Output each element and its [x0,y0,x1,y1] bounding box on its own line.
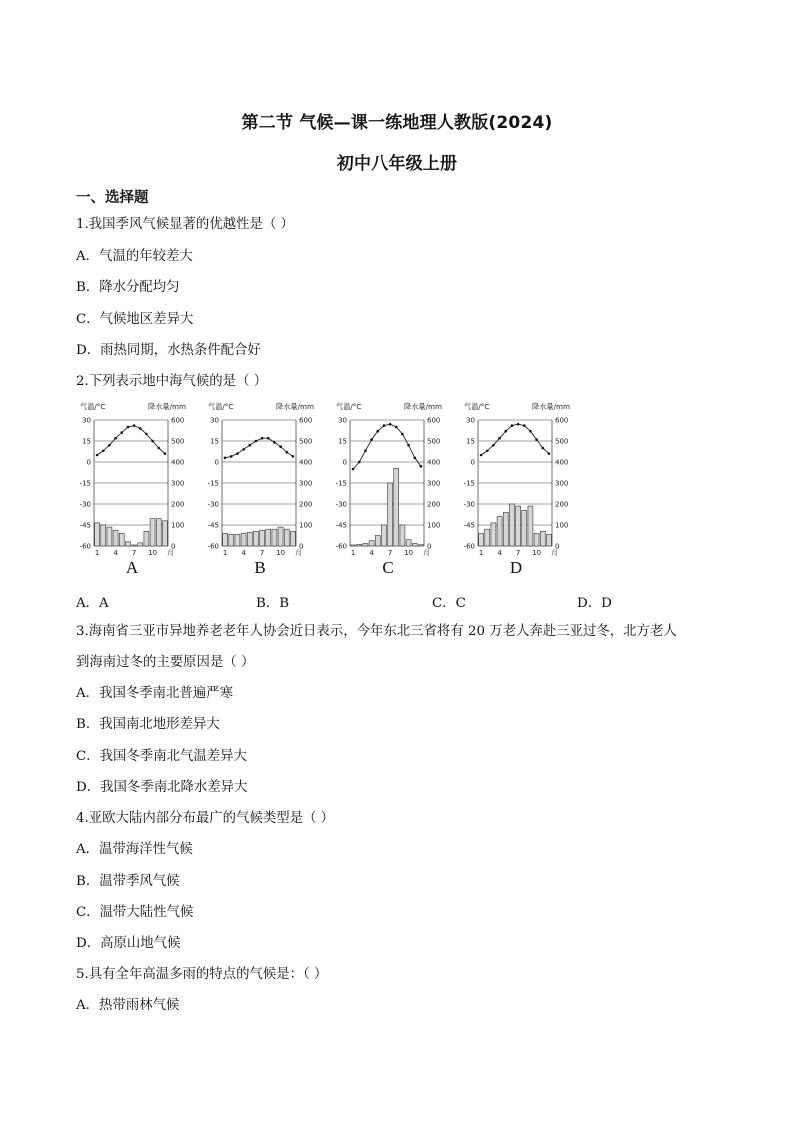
precipitation-bar [162,521,167,546]
temperature-axis-label: 气温/°C [336,402,362,411]
precipitation-tick-label: 600 [427,416,441,425]
temperature-axis-label: 气温/°C [464,402,490,411]
precipitation-tick-label: 500 [299,437,313,446]
temperature-point [279,445,282,448]
precipitation-tick-label: 100 [427,521,441,530]
temperature-point [261,437,264,440]
climate-chart-d [462,398,582,580]
question-3-option-b[interactable]: B．我国南北地形差异大 [76,717,220,732]
temperature-point [127,426,130,429]
question-1-option-a[interactable]: A．气温的年较差大 [76,249,193,264]
climate-chart-svg [334,398,444,558]
month-tick-label: 7 [387,549,393,557]
precipitation-tick-label: 300 [171,479,185,488]
precipitation-bar [351,545,356,546]
precipitation-bar [412,543,417,546]
temperature-tick-label: -60 [207,542,219,551]
section-heading: 一、选择题 [76,190,149,206]
precipitation-bar [223,533,228,546]
question-3-option-d[interactable]: D．我国冬季南北降水差异大 [76,780,248,795]
precipitation-tick-label: 0 [171,542,176,551]
question-1-option-b[interactable]: B．降水分配均匀 [76,280,180,295]
precipitation-bar [253,531,258,546]
precipitation-bar [266,529,271,546]
temperature-point [139,427,142,430]
question-3-stem-line-2: 到海南过冬的主要原因是（ ） [76,655,255,670]
temperature-point [292,455,295,458]
document-subtitle: 初中八年级上册 [336,154,458,174]
temperature-tick-label: 30 [338,416,347,425]
temperature-tick-label: -15 [335,479,347,488]
temperature-tick-label: 30 [466,416,475,425]
question-1-stem: 1.我国季风气候显著的优越性是（ ） [76,217,294,232]
precipitation-tick-label: 200 [171,500,185,509]
question-1-option-c[interactable]: C．气候地区差异大 [76,312,194,327]
precipitation-bar [503,512,508,546]
climate-chart-b [206,398,326,580]
precipitation-bar [418,545,423,546]
temperature-point [230,455,233,458]
temperature-tick-label: 15 [210,437,219,446]
temperature-point [389,423,392,426]
temperature-tick-label: -30 [207,500,219,509]
temperature-tick-label: -60 [335,542,347,551]
precipitation-bar [491,523,496,546]
temperature-tick-label: 30 [210,416,219,425]
temperature-tick-label: -15 [79,479,91,488]
question-2-option-c[interactable]: C．C [432,596,466,611]
precipitation-bar [522,510,527,546]
question-4-option-a[interactable]: A．温带海洋性气候 [76,842,193,857]
temperature-axis-label: 气温/°C [208,402,234,411]
question-2-option-d[interactable]: D．D [577,596,612,611]
month-tick-label: 10 [532,549,542,557]
precipitation-bar [113,530,118,546]
precipitation-tick-label: 0 [555,542,560,551]
temperature-point [517,423,520,426]
question-4-stem: 4.亚欧大陆内部分布最广的气候类型是（ ） [76,811,335,826]
temperature-point [413,457,416,460]
precipitation-axis-label: 降水量/mm [148,402,186,411]
question-2-option-a[interactable]: A．A [76,596,109,611]
chart-letter-c: C [382,558,394,577]
temperature-point [255,440,258,443]
precipitation-bar [381,525,386,546]
temperature-point [157,447,160,450]
precipitation-bar [95,523,100,546]
temperature-point [407,444,410,447]
temperature-tick-label: -45 [463,521,475,530]
temperature-line [481,424,549,455]
question-4-option-d[interactable]: D．高原山地气候 [76,936,181,951]
precipitation-tick-label: 500 [171,437,185,446]
temperature-tick-label: -45 [335,521,347,530]
precipitation-axis-label: 降水量/mm [532,402,570,411]
temperature-point [480,454,483,457]
temperature-tick-label: 0 [470,458,475,467]
month-tick-label: 7 [131,549,137,557]
temperature-line [97,426,165,455]
question-3-stem-line-1: 3.海南省三亚市异地养老老年人协会近日表示，今年东北三省将有 20 万老人奔赴三亚过冬，北方老人 [76,624,677,639]
climate-chart-a [78,398,198,580]
temperature-tick-label: 15 [82,437,91,446]
precipitation-tick-label: 300 [555,479,569,488]
precipitation-bar [479,533,484,546]
temperature-point [420,465,423,468]
precipitation-tick-label: 600 [555,416,569,425]
temperature-point [108,444,111,447]
precipitation-bar [247,532,252,546]
temperature-tick-label: 30 [82,416,91,425]
temperature-point [523,424,526,427]
precipitation-bar [485,529,490,546]
temperature-point [511,424,514,427]
month-unit-label: 月 [295,549,302,557]
precipitation-bar [534,533,539,546]
temperature-axis-label: 气温/°C [80,402,106,411]
precipitation-bar [260,530,265,546]
precipitation-tick-label: 300 [427,479,441,488]
precipitation-bar [516,506,521,546]
precipitation-bar [540,531,545,546]
month-tick-label: 7 [515,549,521,557]
precipitation-bar [290,531,295,546]
climate-chart-svg [78,398,188,558]
temperature-point [145,433,148,436]
chart-letter-a: A [125,558,139,577]
temperature-point [401,433,404,436]
temperature-tick-label: 0 [342,458,347,467]
precipitation-bar [101,525,106,546]
month-tick-label: 4 [369,549,374,557]
precipitation-bar [388,483,393,546]
temperature-point [242,448,245,451]
precipitation-bar [375,536,380,547]
temperature-tick-label: 0 [214,458,219,467]
precipitation-tick-label: 200 [427,500,441,509]
precipitation-tick-label: 200 [555,500,569,509]
month-tick-label: 4 [497,549,502,557]
month-tick-label: 10 [404,549,414,557]
temperature-point [133,424,136,427]
temperature-point [370,438,373,441]
precipitation-bar [369,541,374,546]
temperature-tick-label: -45 [79,521,91,530]
month-tick-label: 1 [222,549,228,557]
question-2-stem: 2.下列表示地中海气候的是（ ） [76,374,268,389]
temperature-point [395,426,398,429]
temperature-point [273,441,276,444]
climate-chart-c [334,398,454,580]
precipitation-bar [357,544,362,546]
temperature-point [486,450,489,453]
precipitation-bar [363,543,368,546]
precipitation-axis-label: 降水量/mm [276,402,314,411]
temperature-point [236,452,239,455]
precipitation-tick-label: 0 [299,542,304,551]
month-tick-label: 1 [94,549,100,557]
month-tick-label: 1 [478,549,484,557]
precipitation-bar [278,527,283,546]
temperature-point [498,437,501,440]
temperature-point [102,450,105,453]
month-unit-label: 月 [551,549,558,557]
precipitation-bar [546,534,551,546]
question-3-option-c[interactable]: C．我国冬季南北气温差异大 [76,749,247,764]
precipitation-tick-label: 500 [555,437,569,446]
temperature-point [96,454,99,457]
temperature-point [504,430,507,433]
temperature-point [358,461,361,464]
precipitation-bar [235,534,240,546]
month-tick-label: 1 [350,549,356,557]
precipitation-tick-label: 0 [427,542,432,551]
temperature-point [383,424,386,427]
precipitation-tick-label: 400 [299,458,313,467]
temperature-point [364,450,367,453]
temperature-tick-label: -15 [207,479,219,488]
temperature-tick-label: -45 [207,521,219,530]
climate-chart-svg [462,398,572,558]
temperature-tick-label: -30 [335,500,347,509]
month-tick-label: 4 [241,549,246,557]
precipitation-tick-label: 600 [171,416,185,425]
precipitation-bar [400,525,405,546]
precipitation-tick-label: 400 [171,458,185,467]
precipitation-tick-label: 300 [299,479,313,488]
precipitation-tick-label: 400 [427,458,441,467]
temperature-point [352,468,355,471]
month-tick-label: 10 [276,549,286,557]
question-4-option-c[interactable]: C．温带大陆性气候 [76,905,194,920]
precipitation-tick-label: 100 [171,521,185,530]
precipitation-bar [156,519,161,546]
temperature-point [151,440,154,443]
month-unit-label: 月 [167,549,174,557]
question-3-option-a[interactable]: A．我国冬季南北普遍严寒 [76,686,233,701]
temperature-tick-label: -60 [463,542,475,551]
precipitation-tick-label: 600 [299,416,313,425]
climate-chart-svg [206,398,316,558]
temperature-point [120,431,123,434]
precipitation-axis-label: 降水量/mm [404,402,442,411]
precipitation-bar [406,540,411,546]
precipitation-bar [241,533,246,546]
precipitation-bar [107,527,112,546]
temperature-point [492,444,495,447]
month-tick-label: 4 [113,549,118,557]
precipitation-bar [272,529,277,546]
month-tick-label: 10 [148,549,158,557]
temperature-point [114,437,117,440]
question-2-option-b[interactable]: B．B [256,596,290,611]
temperature-point [541,447,544,450]
precipitation-bar [125,542,130,546]
chart-letter-b: B [254,558,266,577]
temperature-tick-label: 0 [86,458,91,467]
question-1-option-d[interactable]: D．雨热同期，水热条件配合好 [76,343,261,358]
temperature-point [285,451,288,454]
precipitation-bar [497,517,502,546]
precipitation-bar [150,519,155,546]
question-4-option-b[interactable]: B．温带季风气候 [76,874,180,889]
precipitation-bar [144,531,149,546]
temperature-point [164,452,167,455]
precipitation-bar [229,534,234,546]
temperature-tick-label: 15 [338,437,347,446]
question-5-option-a[interactable]: A．热带雨林气候 [76,998,180,1013]
question-2-options [0,592,794,610]
precipitation-bar [132,545,137,546]
precipitation-tick-label: 400 [555,458,569,467]
precipitation-bar [394,468,399,546]
document-title: 第二节 气候—课一练地理人教版(2024) [241,113,553,133]
temperature-point [529,430,532,433]
temperature-tick-label: -30 [79,500,91,509]
precipitation-bar [138,543,143,546]
precipitation-tick-label: 100 [555,521,569,530]
precipitation-tick-label: 200 [299,500,313,509]
temperature-point [224,457,227,460]
question-5-stem: 5.具有全年高温多雨的特点的气候是：（ ） [76,967,328,982]
month-tick-label: 7 [259,549,265,557]
temperature-tick-label: -60 [79,542,91,551]
chart-letter-d: D [509,558,523,577]
precipitation-bar [284,529,289,546]
temperature-point [535,438,538,441]
temperature-tick-label: -30 [463,500,475,509]
temperature-tick-label: -15 [463,479,475,488]
temperature-tick-label: 15 [466,437,475,446]
precipitation-bar [528,506,533,546]
month-unit-label: 月 [423,549,430,557]
temperature-point [267,437,270,440]
precipitation-bar [509,504,514,546]
precipitation-tick-label: 100 [299,521,313,530]
temperature-point [376,430,379,433]
temperature-point [248,444,251,447]
precipitation-bar [119,533,124,546]
temperature-point [548,452,551,455]
precipitation-tick-label: 500 [427,437,441,446]
